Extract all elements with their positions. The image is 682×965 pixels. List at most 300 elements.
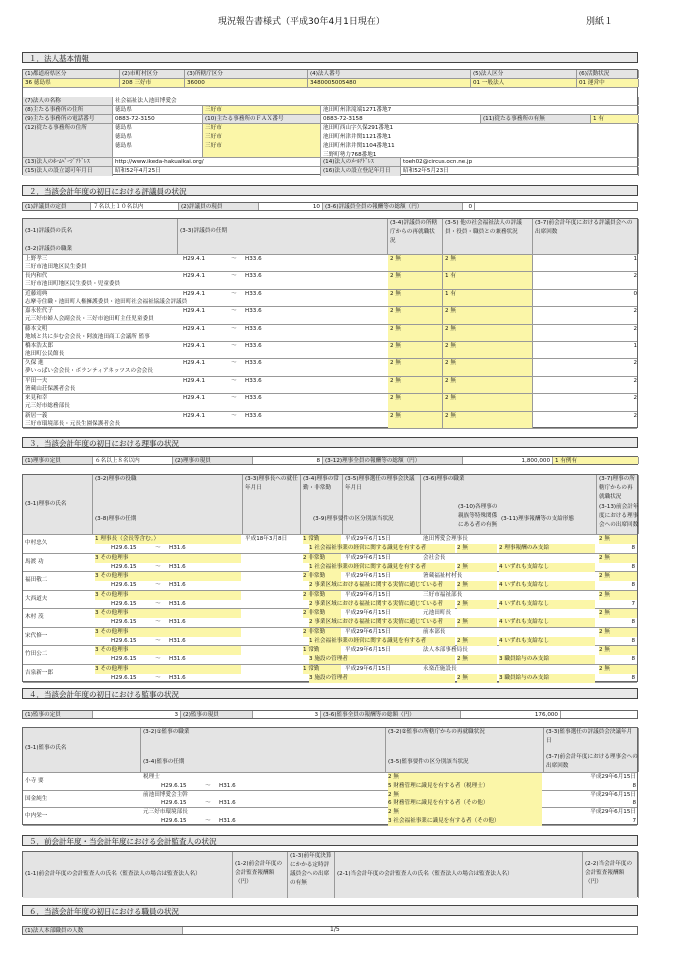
council-job: 箸蔵山荘保護者会長 — [25, 385, 76, 392]
lbl-branch: (11)従たる事務所の有無 — [481, 115, 591, 123]
auditor-row — [23, 808, 637, 826]
council-reemp: 2 無 — [388, 377, 443, 393]
lbl-est-date: (15)法人の設立認可年月日 — [23, 167, 113, 176]
council-reemp: 2 無 — [388, 359, 443, 375]
director-table — [22, 474, 638, 682]
director-term-end: H31.6 — [169, 545, 186, 551]
hdr-dir-attend: (3-13)前会計年度における理事会への出席回数 — [599, 504, 639, 528]
council-concurrent: 2 無 — [443, 325, 533, 341]
term-sep: ～ — [231, 343, 237, 349]
lbl-staff-hq: (1)法人本部職員の人数 — [23, 927, 183, 934]
council-term-end: H33.6 — [245, 308, 262, 315]
council-term-end: H33.6 — [245, 273, 262, 280]
hdr-acc-prev-name: (1-1)前会計年度の会計監査人の氏名（監査法人の場合は監査法人名） — [23, 852, 233, 898]
council-term-start: H29.4.1 — [183, 360, 205, 367]
council-reemp: 2 無 — [388, 342, 443, 358]
director-requirement: 3 施設の管理者 — [309, 674, 455, 683]
term-sep: ～ — [231, 273, 237, 280]
council-reemp: 2 無 — [388, 412, 443, 428]
term-sep: ～ — [231, 256, 237, 262]
val-director-rule: 1 有例有 — [553, 457, 639, 464]
director-paytype: 4 いずれも支給なし — [499, 618, 595, 627]
val-addr-city: 三好市 — [203, 106, 321, 114]
section-4-title: ４．当該会計年度の初日における監事の状況 — [22, 688, 638, 699]
section-1-title: １．法人基本情報 — [22, 52, 638, 63]
council-attend: 0 — [633, 290, 637, 297]
val-est-date: 昭和52年4月25日 — [113, 167, 321, 176]
director-term-start: H29.6.15 — [111, 600, 137, 607]
director-attend: 8 — [631, 582, 635, 588]
auditor-table — [22, 727, 638, 825]
hdr-council-attend: (3-7)前会計年度における評議員会への出席回数 — [533, 219, 639, 254]
val-director-count: 8 — [253, 457, 323, 464]
val-city: 208 三好市 — [120, 79, 185, 87]
director-attend: 8 — [631, 656, 635, 662]
council-name: 来見和幸 — [25, 395, 48, 402]
council-term-start: H29.4.1 — [183, 290, 205, 297]
term-sep: ～ — [205, 817, 211, 824]
hdr-authority: (3)所轄庁区分 — [185, 70, 308, 78]
director-requirement: 2 事業区域における福祉に関する実情に通じている者 — [309, 581, 455, 590]
lbl-council-pay: (3-6)評議員全員の報酬等の総額（円） — [323, 203, 463, 210]
auditor-reemp: 2 無 — [388, 791, 542, 800]
val-fax: 0883-72-3158 — [321, 115, 481, 123]
director-paytype: 3 職員給与のみ支給 — [499, 674, 595, 683]
council-name: 橋本浩太郎 — [25, 343, 53, 349]
director-job: 会社会長 — [423, 554, 446, 561]
term-sep: ～ — [205, 782, 211, 789]
director-paytype: 3 職員給与のみ支給 — [499, 655, 595, 664]
attachment-label: 別紙１ — [586, 17, 614, 27]
val-pref: 36 徳島県 — [23, 79, 120, 87]
director-title: 3 その他理事 — [95, 591, 241, 600]
lbl-auditor-count: (2)監事の現員 — [181, 711, 253, 718]
director-title: 3 その他理事 — [95, 646, 241, 655]
council-concurrent: 2 無 — [443, 377, 533, 393]
s3-summary — [22, 456, 638, 465]
director-reemp: 2 無 — [599, 591, 637, 600]
lbl-director-pay: (3-12)理事全員の報酬等の総額（円） — [323, 457, 463, 464]
council-attend: 2 — [633, 360, 637, 367]
auditor-requirement: 5 財務管理に識見を有する者（税理士） — [388, 782, 542, 791]
director-term-start: H29.6.15 — [111, 582, 137, 588]
director-relative: 2 無 — [457, 563, 497, 572]
lbl-council-quota: (1)評議員の定員 — [23, 203, 91, 210]
val-auditor-quota: 3 — [93, 711, 181, 718]
hdr-council-term: (3-3)評議員の任期 — [178, 219, 388, 254]
director-elect-date: 平成29年6月15日 — [345, 536, 391, 542]
hdr-activity: (6)活動状況 — [577, 70, 639, 78]
section-3-title: ３．当該会計年度の初日における理事の状況 — [22, 437, 638, 448]
director-fulltime: 2 非常勤 — [303, 572, 341, 581]
branch-pref: 徳島県 — [115, 143, 132, 149]
auditor-reemp: 2 無 — [388, 808, 542, 817]
val-email[interactable]: toeh02@circus.ocn.ne.jp — [401, 158, 639, 166]
lbl-branch-addr: (12)従たる事務所の住所 — [23, 124, 113, 157]
director-name: 木村 茂 — [25, 614, 44, 620]
term-sep: ～ — [155, 674, 161, 681]
hdr-aud-term: (3-4)監事の任期 — [143, 759, 185, 765]
branch-city: 三好市 — [205, 125, 222, 131]
director-chair-date: 平成18年3月8日 — [245, 536, 288, 542]
director-name: 福田敬二 — [25, 577, 48, 583]
director-reemp: 2 無 — [599, 554, 637, 563]
hdr-aud-elect: (3-3)監事選任の評議員会決議年月日 — [544, 728, 639, 772]
council-term-start: H29.4.1 — [183, 325, 205, 332]
page-title: 現況報告書様式（平成30年4月1日現在） — [218, 17, 385, 27]
accounting-auditor-table — [22, 851, 638, 897]
hdr-pref: (1)都道府県区分 — [23, 70, 120, 78]
val-authority: 36000 — [185, 79, 308, 87]
lbl-council-count: (2)評議員の現員 — [179, 203, 259, 210]
val-corp-name: 社会福祉法人池田博愛会 — [113, 97, 639, 105]
director-paytype: 4 いずれも支給なし — [499, 563, 595, 572]
director-requirement: 1 社会福祉事業の経営に関する識見を有する者 — [309, 544, 455, 553]
council-attend: 2 — [633, 412, 637, 419]
council-concurrent: 2 無 — [443, 342, 533, 358]
director-job: 法人本部事務局長 — [423, 647, 468, 653]
lbl-reg-date: (16)法人の設立登記年月日 — [321, 167, 401, 176]
s2-summary — [22, 202, 638, 211]
hdr-dir-fulltime: (3-4)理事の常勤・非常勤 — [301, 475, 343, 534]
director-name: 吉泉新一郎 — [25, 669, 53, 676]
auditor-row — [23, 773, 637, 791]
term-sep: ～ — [231, 377, 237, 384]
council-term-end: H33.6 — [245, 290, 262, 297]
council-attend: 2 — [633, 308, 637, 315]
director-term-end: H31.6 — [169, 600, 186, 607]
council-reemp: 2 無 — [388, 290, 443, 306]
council-row — [23, 255, 637, 272]
council-name: 嘉永佐代子 — [25, 308, 53, 315]
term-sep: ～ — [155, 656, 161, 662]
council-concurrent: 2 無 — [443, 394, 533, 410]
council-term-end: H33.6 — [245, 360, 262, 367]
director-row — [23, 572, 637, 591]
council-term-start: H29.4.1 — [183, 256, 205, 262]
director-relative: 2 無 — [457, 581, 497, 590]
val-addr: 池田町州津滝端1271番地7 — [321, 106, 639, 114]
council-name: 近藤靖典 — [25, 290, 48, 297]
director-term-start: H29.6.15 — [111, 619, 137, 625]
council-reemp: 2 無 — [388, 394, 443, 410]
term-sep: ～ — [231, 412, 237, 419]
director-row — [23, 554, 637, 573]
auditor-name: 国金純生 — [25, 795, 48, 802]
director-term-end: H31.6 — [169, 656, 186, 662]
director-attend: 8 — [631, 674, 635, 681]
hdr-dir-reemp: (3-7)理事の所轄庁からの再就職状況 — [597, 475, 639, 534]
director-reemp: 2 無 — [599, 665, 637, 674]
director-term-start: H29.6.15 — [111, 563, 137, 570]
auditor-attend: 7 — [632, 817, 636, 824]
lbl-auditor-pay: (3-6)監事全員の報酬等の総額（円） — [321, 711, 461, 718]
lbl-homepage: (13)法人のﾎｰﾑﾍﾟｰｼﾞｱﾄﾞﾚｽ — [23, 158, 113, 166]
director-elect-date: 平成29年6月15日 — [345, 647, 391, 653]
council-job: 夢いっぱい会会長・ボランティアネッツスの会会長 — [25, 368, 153, 375]
director-requirement: 2 事業区域における福祉に関する実情に通じている者 — [309, 600, 455, 609]
term-sep: ～ — [155, 637, 161, 644]
council-job: 三好市池田地区民生委員 — [25, 264, 87, 270]
council-name: 久保 進 — [25, 360, 44, 367]
auditor-job: 前池田博愛会主幹 — [143, 791, 188, 798]
branch-pref: 徳島県 — [115, 134, 132, 140]
director-paytype: 4 いずれも支給なし — [499, 637, 595, 646]
term-sep: ～ — [205, 800, 211, 807]
director-job: 前本部長 — [423, 628, 446, 635]
council-table — [22, 218, 638, 428]
branch-addr: 池田町州津井関1121番地1 — [323, 134, 392, 140]
council-concurrent: 2 無 — [443, 255, 533, 271]
val-tel: 0883-72-3150 — [113, 115, 203, 123]
hdr-aud-name: (3-1)監事の氏名 — [23, 728, 141, 772]
director-job: 永楽荘施設長 — [423, 665, 457, 672]
director-paytype: 2 理事報酬のみ支給 — [499, 544, 595, 553]
council-term-start: H29.4.1 — [183, 343, 205, 349]
director-attend: 7 — [631, 600, 635, 607]
val-auditor-count: 3 — [253, 711, 321, 718]
branch-addr: 池田町西山字久保291番地1 — [323, 125, 394, 131]
director-title: 3 その他理事 — [95, 665, 241, 674]
director-term-end: H31.6 — [169, 582, 186, 588]
term-sep: ～ — [231, 308, 237, 315]
branch-addr: 池田町州津井関1104番地11 — [323, 143, 395, 149]
council-row — [23, 272, 637, 289]
council-job: 志摩寺住職・池田町人権擁護委員・池田町社会福祉協議会評議員 — [25, 298, 188, 305]
lbl-address: (8)主たる事務所の住所 — [23, 106, 113, 114]
hdr-dir-job: (3-6)理事の職業 — [421, 475, 597, 534]
director-term-start: H29.6.15 — [111, 637, 137, 644]
director-relative: 2 無 — [457, 637, 497, 646]
val-director-quota: ６名以上８名以内 — [93, 457, 173, 464]
lbl-auditor-quota: (1)監事の定員 — [23, 711, 93, 718]
lbl-tel: (9)主たる事務所の電話番号 — [23, 115, 113, 123]
term-sep: ～ — [155, 563, 161, 570]
auditor-elect-date: 平成29年6月15日 — [590, 791, 636, 798]
director-paytype: 4 いずれも支給なし — [499, 600, 595, 609]
director-term-end: H31.6 — [169, 619, 186, 625]
director-row — [23, 665, 637, 684]
hdr-corp-type: (5)法人区分 — [471, 70, 577, 78]
council-attend: 1 — [633, 256, 637, 262]
council-job: 元三好市婦人会副会長・三好市池田町主任児童委員 — [25, 316, 154, 323]
branch-city: 三好市 — [205, 143, 222, 149]
section-6-title: ６．当該会計年度の初日における職員の状況 — [22, 905, 638, 916]
director-requirement: 1 社会福祉事業の経営に関する識見を有する者 — [309, 637, 455, 646]
director-title: 3 その他理事 — [95, 572, 241, 581]
director-title: 3 その他理事 — [95, 628, 241, 637]
director-name: 宋代修一 — [25, 632, 48, 639]
director-fulltime: 1 常勤 — [303, 665, 341, 674]
auditor-attend: 8 — [632, 782, 636, 789]
director-job: 元池田町長 — [423, 610, 451, 616]
lbl-fax: (10)主たる事務所のＦＡＸ番号 — [203, 115, 321, 123]
council-reemp: 2 無 — [388, 272, 443, 288]
council-reemp: 2 無 — [388, 307, 443, 323]
auditor-elect-date: 平成29年6月15日 — [590, 774, 636, 780]
director-relative: 2 無 — [457, 600, 497, 609]
auditor-name: 中内栄一 — [25, 813, 48, 820]
term-sep: ～ — [155, 619, 161, 625]
council-term-end: H33.6 — [245, 343, 262, 349]
auditor-requirement: 6 財務管理に識見を有する者（その他） — [388, 799, 542, 808]
section-2-title: ２．当該会計年度の初日における評議員の状況 — [22, 185, 638, 196]
val-reg-date: 昭和52年5月23日 — [401, 167, 639, 176]
hdr-council-concurrent: (3-5) 他の社会福祉法人の評議員・役員・職員との兼務状況 — [443, 219, 533, 254]
director-job: 池田博愛会理事長 — [423, 536, 468, 542]
director-elect-date: 平成29年6月15日 — [345, 573, 391, 579]
hdr-corp-number: (4)法人番号 — [308, 70, 471, 78]
council-job: 元三好市総務部長 — [25, 403, 70, 410]
term-sep: ～ — [231, 290, 237, 297]
council-row — [23, 359, 637, 376]
lbl-director-quota: (1)理事の定員 — [23, 457, 93, 464]
director-row — [23, 591, 637, 610]
director-reemp: 2 無 — [599, 609, 637, 618]
council-term-start: H29.4.1 — [183, 273, 205, 280]
director-name: 馬渡 功 — [25, 558, 44, 565]
director-fulltime: 2 非常勤 — [303, 628, 341, 637]
director-name: 大西道夫 — [25, 595, 48, 602]
branch-addr: 三野町勢力768番地1 — [323, 152, 377, 157]
council-term-start: H29.4.1 — [183, 412, 205, 419]
council-name: 長内和代 — [25, 273, 48, 280]
council-concurrent: 1 有 — [443, 290, 533, 306]
auditor-term-end: H31.6 — [219, 800, 236, 807]
director-requirement: 3 施設の管理者 — [309, 655, 455, 664]
lbl-director-count: (2)理事の現員 — [173, 457, 253, 464]
auditor-term-start: H29.6.15 — [161, 800, 187, 807]
director-attend: 8 — [631, 637, 635, 644]
auditor-job: 税理士 — [143, 774, 160, 780]
hdr-dir-title: (3-2)理事の役職 — [93, 475, 243, 534]
director-title: 3 その他理事 — [95, 609, 241, 618]
director-fulltime: 1 常勤 — [303, 535, 341, 544]
council-job: 三好市環境部長・元長生園保護者会長 — [25, 420, 121, 427]
director-reemp: 2 無 — [599, 535, 637, 544]
term-sep: ～ — [155, 545, 161, 551]
director-row — [23, 609, 637, 628]
council-name: 上野孝三 — [25, 256, 48, 262]
section-5-title: ５．前会計年度・当会計年度における会計監査人の状況 — [22, 835, 638, 846]
director-fulltime: 2 非常勤 — [303, 554, 341, 563]
director-requirement: 1 社会福祉事業の経営に関する識見を有する者 — [309, 563, 455, 572]
term-sep: ～ — [231, 325, 237, 332]
section-1-table — [22, 69, 638, 175]
auditor-term-end: H31.6 — [219, 782, 236, 789]
council-name: 藤本文明 — [25, 325, 48, 332]
auditor-elect-date: 平成29年6月15日 — [590, 809, 636, 816]
council-attend: 2 — [633, 273, 637, 280]
hdr-acc-cur-fee: (2-2)当会計年度の会計監査報酬額（円） — [583, 852, 639, 898]
council-row — [23, 412, 637, 429]
director-elect-date: 平成29年6月15日 — [345, 665, 391, 672]
director-term-start: H29.6.15 — [111, 545, 137, 551]
council-concurrent: 1 有 — [443, 272, 533, 288]
hdr-aud-reemp: (3-2)②監事の所轄庁からの再就職状況 — [386, 728, 544, 772]
hdr-city: (2)市町村区分 — [120, 70, 185, 78]
hdr-council-name: (3-1)評議員の氏名 — [23, 219, 178, 254]
director-term-start: H29.6.15 — [111, 674, 137, 681]
director-fulltime: 2 非常勤 — [303, 591, 341, 600]
council-term-start: H29.4.1 — [183, 308, 205, 315]
auditor-row — [23, 791, 637, 809]
director-attend: 8 — [631, 545, 635, 551]
hdr-dir-name: (3-1)理事の氏名 — [23, 475, 93, 534]
director-name: 竹田公二 — [25, 651, 48, 657]
director-requirement: 2 事業区域における福祉に関する実情に通じている者 — [309, 618, 455, 627]
director-fulltime: 1 常勤 — [303, 646, 341, 655]
director-relative: 2 無 — [457, 655, 497, 664]
page-number: 1/5 — [330, 926, 340, 933]
val-auditor-pay: 176,000 — [461, 711, 561, 718]
council-row — [23, 290, 637, 307]
term-sep: ～ — [231, 360, 237, 367]
val-activity: 01 運営中 — [577, 79, 639, 87]
val-homepage[interactable]: http://www.ikeda-hakuaikai.org/ — [113, 158, 321, 166]
council-row — [23, 394, 637, 411]
auditor-term-end: H31.6 — [219, 817, 236, 824]
hdr-dir-req: (3-9)理事要件の区分別該当状況 — [313, 516, 394, 522]
director-relative: 2 無 — [457, 618, 497, 627]
director-paytype: 4 いずれも支給なし — [499, 581, 595, 590]
auditor-term-start: H29.6.15 — [161, 817, 187, 824]
hdr-dir-term: (3-8)理事の任期 — [95, 516, 137, 522]
val-council-pay: 0 — [463, 203, 475, 210]
director-reemp: 2 無 — [599, 572, 637, 581]
council-row — [23, 377, 637, 394]
val-corp-number: 3480005005480 — [308, 79, 471, 87]
director-row — [23, 646, 637, 665]
hdr-dir-date: (3-3)理事長への就任年月日 — [243, 475, 301, 534]
director-name: 中村忠久 — [25, 540, 48, 546]
director-job: 三好市福祉部長 — [423, 591, 463, 598]
hdr-council-job: (3-2)評議員の職業 — [25, 246, 73, 252]
hdr-council-reemp: (3-4)評議員の所轄庁からの再就職状況 — [388, 219, 443, 254]
council-attend: 2 — [633, 325, 637, 332]
council-term-end: H33.6 — [245, 395, 262, 402]
director-elect-date: 平成29年6月15日 — [345, 591, 391, 598]
council-job: 三好市池田町地区民生委員・児童委員 — [25, 281, 121, 288]
term-sep: ～ — [155, 582, 161, 588]
director-term-start: H29.6.15 — [111, 656, 137, 662]
council-term-end: H33.6 — [245, 412, 262, 419]
val-branch: 1 有 — [591, 115, 639, 123]
council-attend: 1 — [633, 343, 637, 349]
council-name: 平田一夫 — [25, 377, 48, 384]
director-term-end: H31.6 — [169, 563, 186, 570]
director-fulltime: 2 非常勤 — [303, 609, 341, 618]
director-title: 1 理事長（会長等含む。） — [95, 535, 241, 544]
hdr-dir-paytype: (3-11)理事報酬等の支給形態 — [501, 516, 574, 522]
council-job: 池田町公民館長 — [25, 351, 65, 357]
val-addr-pref: 徳島県 — [113, 106, 203, 114]
hdr-dir-relative: (3-10)各理事の親族等特殊関係にある者の有無 — [458, 504, 498, 528]
s4-summary — [22, 710, 638, 719]
director-relative: 2 無 — [457, 674, 497, 683]
council-reemp: 2 無 — [388, 325, 443, 341]
director-attend: 8 — [631, 619, 635, 625]
auditor-term-start: H29.6.15 — [161, 782, 187, 789]
director-title: 3 その他理事 — [95, 554, 241, 563]
director-elect-date: 平成29年6月15日 — [345, 610, 391, 616]
council-job: 地域と共に歩む会会長・阿波池田商工会議所 監事 — [25, 333, 150, 340]
council-term-start: H29.4.1 — [183, 377, 205, 384]
auditor-job: 元三好市環境部長 — [143, 809, 188, 816]
director-job: 箸蔵福祉村村長 — [423, 573, 463, 579]
council-term-end: H33.6 — [245, 256, 262, 262]
council-concurrent: 2 無 — [443, 412, 533, 428]
